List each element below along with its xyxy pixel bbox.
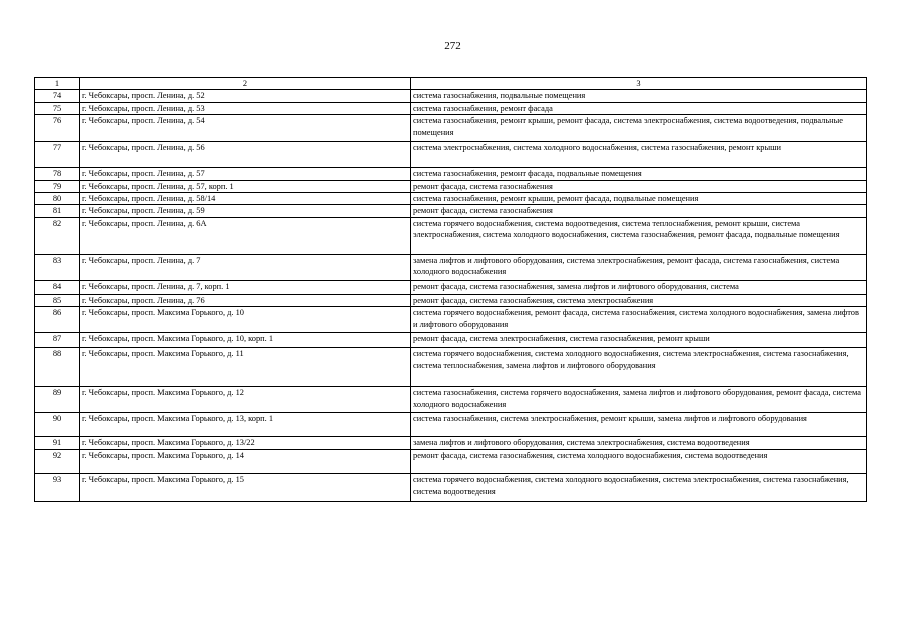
column-header-address: 2 xyxy=(80,78,411,90)
table-row xyxy=(35,90,867,102)
row-number: 81 xyxy=(35,205,80,217)
row-works: ремонт фасада, система газоснабжения xyxy=(411,180,867,192)
column-header-works: 3 xyxy=(411,78,867,90)
table-row xyxy=(35,168,867,180)
row-works: система газоснабжения, подвальные помещения xyxy=(411,90,867,102)
row-address: г. Чебоксары, просп. Максима Горького, д. 10, корп. 1 xyxy=(80,333,411,348)
table-row xyxy=(35,474,867,502)
row-number: 93 xyxy=(35,474,80,502)
row-address: г. Чебоксары, просп. Ленина, д. 59 xyxy=(80,205,411,217)
row-number: 83 xyxy=(35,254,80,280)
row-works: система горячего водоснабжения, система водоотведения, система теплоснабжения, ремонт крыши, система электроснабжения, система холодного водоснабжения, система газоснабжения, ремонт фасада, подвальные помещения xyxy=(411,217,867,254)
row-works: ремонт фасада, система газоснабжения, система холодного водоснабжения, система водоотведения xyxy=(411,450,867,474)
row-works: система газоснабжения, ремонт крыши, ремонт фасада, система электроснабжения, система водоотведения, подвальные помещения xyxy=(411,115,867,142)
table-row xyxy=(35,333,867,348)
row-works: замена лифтов и лифтового оборудования, система электроснабжения, ремонт фасада, система газоснабжения, система холодного водоснабжения xyxy=(411,254,867,280)
table-row xyxy=(35,254,867,280)
table-row xyxy=(35,294,867,306)
row-number: 74 xyxy=(35,90,80,102)
row-works: система горячего водоснабжения, система холодного водоснабжения, система электроснабжения, система газоснабжения, система водоотведения xyxy=(411,474,867,502)
row-number: 85 xyxy=(35,294,80,306)
row-address: г. Чебоксары, просп. Ленина, д. 76 xyxy=(80,294,411,306)
row-number: 76 xyxy=(35,115,80,142)
table-row xyxy=(35,348,867,387)
table-row xyxy=(35,205,867,217)
row-address: г. Чебоксары, просп. Максима Горького, д. 13/22 xyxy=(80,437,411,450)
row-number: 79 xyxy=(35,180,80,192)
row-address: г. Чебоксары, просп. Ленина, д. 57 xyxy=(80,168,411,180)
row-works: система газоснабжения, система электроснабжения, ремонт крыши, замена лифтов и лифтового оборудования xyxy=(411,413,867,437)
row-number: 92 xyxy=(35,450,80,474)
row-address: г. Чебоксары, просп. Ленина, д. 53 xyxy=(80,102,411,114)
row-number: 90 xyxy=(35,413,80,437)
header-row xyxy=(35,78,867,90)
table-row xyxy=(35,115,867,142)
row-address: г. Чебоксары, просп. Максима Горького, д. 15 xyxy=(80,474,411,502)
row-address: г. Чебоксары, просп. Ленина, д. 57, корп. 1 xyxy=(80,180,411,192)
row-works: система газоснабжения, система горячего водоснабжения, замена лифтов и лифтового оборудования, ремонт фасада, система холодного водоснабжения xyxy=(411,387,867,413)
row-number: 88 xyxy=(35,348,80,387)
table-row xyxy=(35,450,867,474)
row-works: система горячего водоснабжения, система холодного водоснабжения, система электроснабжения, система газоснабжения, система теплоснабжения, замена лифтов и лифтового оборудования xyxy=(411,348,867,387)
row-number: 87 xyxy=(35,333,80,348)
table-row xyxy=(35,307,867,333)
row-number: 84 xyxy=(35,280,80,294)
row-address: г. Чебоксары, просп. Ленина, д. 54 xyxy=(80,115,411,142)
row-works: система газоснабжения, ремонт крыши, ремонт фасада, подвальные помещения xyxy=(411,193,867,205)
row-address: г. Чебоксары, просп. Ленина, д. 7 xyxy=(80,254,411,280)
row-works: ремонт фасада, система газоснабжения, замена лифтов и лифтового оборудования, система xyxy=(411,280,867,294)
row-works: ремонт фасада, система электроснабжения, система газоснабжения, ремонт крыши xyxy=(411,333,867,348)
row-address: г. Чебоксары, просп. Максима Горького, д. 13, корп. 1 xyxy=(80,413,411,437)
row-works: система газоснабжения, ремонт фасада, подвальные помещения xyxy=(411,168,867,180)
row-address: г. Чебоксары, просп. Ленина, д. 7, корп. 1 xyxy=(80,280,411,294)
row-address: г. Чебоксары, просп. Ленина, д. 58/14 xyxy=(80,193,411,205)
row-number: 75 xyxy=(35,102,80,114)
page-number: 272 xyxy=(444,40,461,52)
row-works: замена лифтов и лифтового оборудования, система электроснабжения, система водоотведения xyxy=(411,437,867,450)
row-works: ремонт фасада, система газоснабжения xyxy=(411,205,867,217)
table-row xyxy=(35,193,867,205)
row-works: система электроснабжения, система холодного водоснабжения, система газоснабжения, ремонт крыши xyxy=(411,142,867,168)
column-header-number: 1 xyxy=(35,78,80,90)
row-number: 78 xyxy=(35,168,80,180)
row-number: 77 xyxy=(35,142,80,168)
row-works: система горячего водоснабжения, ремонт фасада, система газоснабжения, система холодного водоснабжения, замена лифтов и лифтового оборудования xyxy=(411,307,867,333)
table-row xyxy=(35,280,867,294)
table-row xyxy=(35,142,867,168)
row-number: 91 xyxy=(35,437,80,450)
table-row xyxy=(35,217,867,254)
table-row xyxy=(35,413,867,437)
row-address: г. Чебоксары, просп. Максима Горького, д. 14 xyxy=(80,450,411,474)
row-address: г. Чебоксары, просп. Ленина, д. 6А xyxy=(80,217,411,254)
table-row xyxy=(35,387,867,413)
row-address: г. Чебоксары, просп. Максима Горького, д. 12 xyxy=(80,387,411,413)
works-table xyxy=(34,77,867,502)
row-number: 86 xyxy=(35,307,80,333)
row-number: 89 xyxy=(35,387,80,413)
table-row xyxy=(35,102,867,114)
row-works: система газоснабжения, ремонт фасада xyxy=(411,102,867,114)
row-number: 82 xyxy=(35,217,80,254)
row-address: г. Чебоксары, просп. Максима Горького, д. 10 xyxy=(80,307,411,333)
table-row xyxy=(35,180,867,192)
row-works: ремонт фасада, система газоснабжения, система электроснабжения xyxy=(411,294,867,306)
table-row xyxy=(35,437,867,450)
row-address: г. Чебоксары, просп. Ленина, д. 52 xyxy=(80,90,411,102)
row-address: г. Чебоксары, просп. Максима Горького, д. 11 xyxy=(80,348,411,387)
row-address: г. Чебоксары, просп. Ленина, д. 56 xyxy=(80,142,411,168)
row-number: 80 xyxy=(35,193,80,205)
